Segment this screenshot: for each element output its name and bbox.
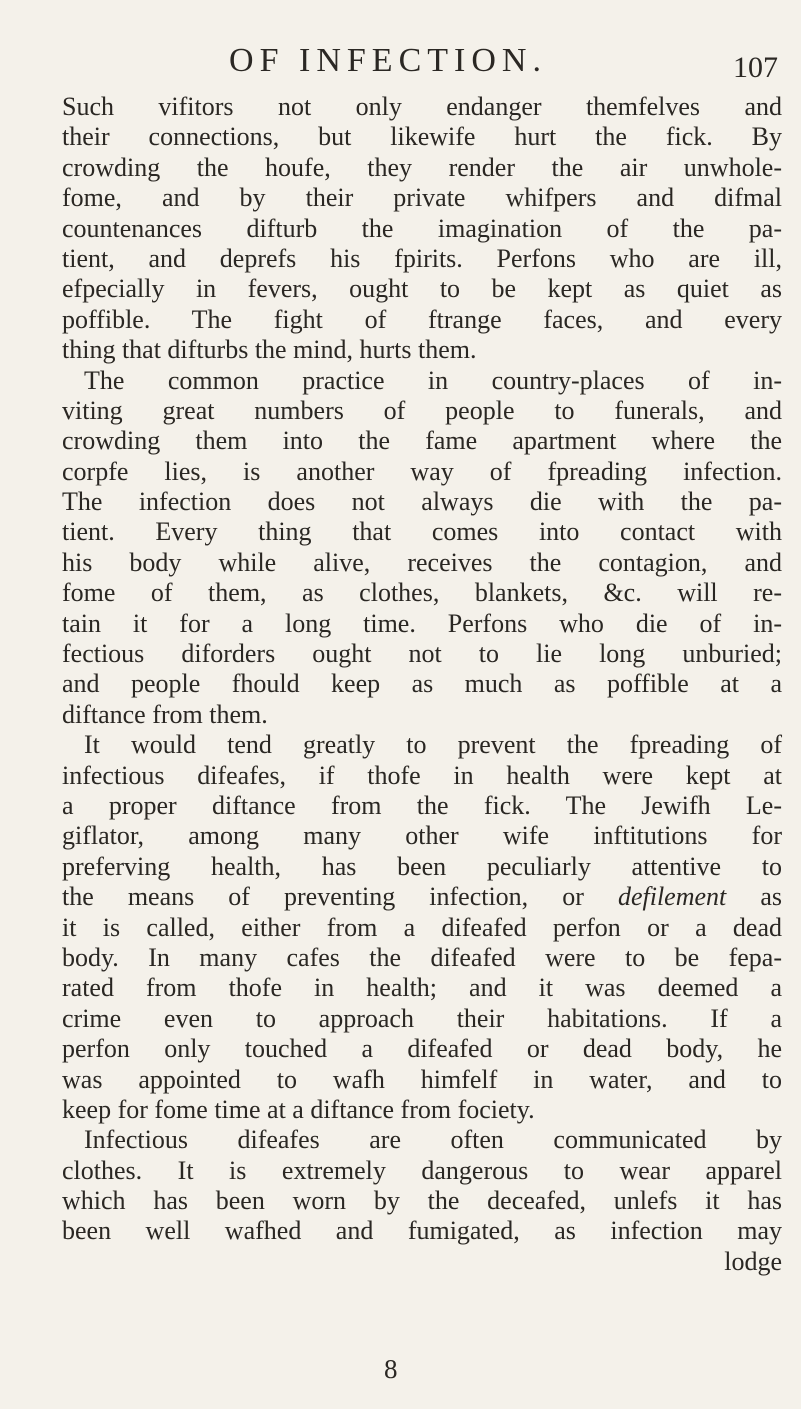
text-line: preferving health, has been peculiarly attentive to xyxy=(62,851,782,881)
text-line: Such vifitors not only endanger themfelves and xyxy=(62,92,782,121)
text-line: diftance from them. xyxy=(62,699,268,729)
body-text xyxy=(62,92,782,1277)
text-line: poffible. The fight of ftrange faces, and every xyxy=(62,304,782,334)
text-line: viting great numbers of people to funerals, and xyxy=(62,395,782,425)
text-line: countenances difturb the imagination of the pa- xyxy=(62,213,782,243)
text-line: fome of them, as clothes, blankets, &c. will re- xyxy=(62,578,782,608)
text-line: It would tend greatly to prevent the fpreading of xyxy=(84,730,782,760)
page-number: 107 xyxy=(733,51,778,84)
text-line: crime even to approach their habitations. If a xyxy=(62,1003,782,1033)
text-line: The common practice in country-places of in- xyxy=(84,365,782,395)
text-line: keep for fome time at a diftance from fociety. xyxy=(62,1094,535,1124)
text-line: fectious diforders ought not to lie long unburied; xyxy=(62,639,782,669)
italic-term: defilement xyxy=(617,882,727,912)
running-head-title: OF INFECTION. xyxy=(229,42,547,79)
text-line: been well wafhed and fumigated, as infection may xyxy=(62,1216,782,1246)
text-line: the means of preventing infection, or defilement as xyxy=(62,882,782,912)
text-line: clothes. It is extremely dangerous to wear apparel xyxy=(62,1155,782,1185)
text-line: which has been worn by the deceafed, unlefs it has xyxy=(62,1186,782,1216)
text-line: it is called, either from a difeafed perfon or a dead xyxy=(62,912,782,942)
text-line: Infectious difeafes are often communicated by xyxy=(84,1125,782,1155)
text-line: corpfe lies, is another way of fpreading infection. xyxy=(62,456,782,486)
text-line: was appointed to wafh himfelf in water, and to xyxy=(62,1064,782,1094)
text-line: his body while alive, receives the contagion, and xyxy=(62,547,782,577)
text-line: infectious difeafes, if thofe in health were kept at xyxy=(62,760,782,790)
text-line: a proper diftance from the fick. The Jewifh Le- xyxy=(62,790,782,820)
text-line: tient, and deprefs his fpirits. Perfons who are ill, xyxy=(62,243,782,273)
text-line: their connections, but likewife hurt the fick. By xyxy=(62,122,782,152)
running-head xyxy=(88,36,778,86)
text-line: body. In many cafes the difeafed were to be fepa- xyxy=(62,942,782,972)
signature-mark: 8 xyxy=(384,1354,398,1384)
text-line: rated from thofe in health; and it was deemed a xyxy=(62,973,782,1003)
text-line: crowding the houfe, they render the air unwhole- xyxy=(62,152,782,182)
text-line: perfon only touched a difeafed or dead body, he xyxy=(62,1034,782,1064)
text-line: The infection does not always die with the pa- xyxy=(62,487,782,517)
text-line: thing that difturbs the mind, hurts them. xyxy=(62,335,477,365)
text-line: tient. Every thing that comes into contact with xyxy=(62,517,782,547)
text-line: lodge xyxy=(724,1246,782,1276)
text-line: tain it for a long time. Perfons who die of in- xyxy=(62,608,782,638)
text-line: crowding them into the fame apartment where the xyxy=(62,426,782,456)
text-line: and people fhould keep as much as poffible at a xyxy=(62,669,782,699)
text-line: fome, and by their private whifpers and difmal xyxy=(62,183,782,213)
text-line: giflator, among many other wife inftitutions for xyxy=(62,821,782,851)
text-line: efpecially in fevers, ought to be kept as quiet as xyxy=(62,274,782,304)
